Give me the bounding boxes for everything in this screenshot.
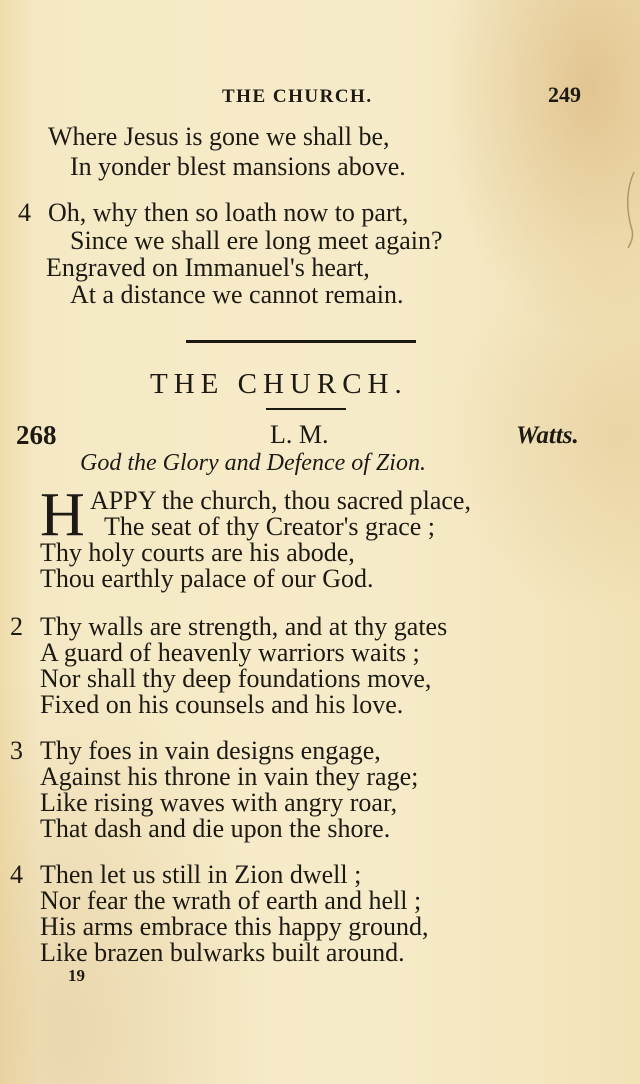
page-number: 249 — [548, 82, 581, 107]
section-divider — [186, 340, 416, 343]
running-title: THE CHURCH. — [222, 86, 373, 107]
verse-line: Engraved on Immanuel's heart, — [46, 253, 370, 282]
verse-line: Against his throne in vain they rage; — [40, 762, 419, 791]
verse-line: APPY the church, thou sacred place, — [90, 486, 471, 515]
verse-line: Like brazen bulwarks built around. — [40, 938, 405, 967]
heading-underline — [266, 408, 346, 410]
verse-line: At a distance we cannot remain. — [70, 280, 404, 309]
verse-line: Where Jesus is gone we shall be, — [48, 122, 390, 151]
hymn-number: 268 — [16, 420, 57, 450]
verse-number: 4 — [10, 860, 23, 889]
section-heading: THE CHURCH. — [150, 368, 408, 400]
verse-number: 2 — [10, 612, 23, 641]
hymn-title: God the Glory and Defence of Zion. — [80, 450, 426, 476]
verse-line: Nor fear the wrath of earth and hell ; — [40, 886, 422, 915]
verse-line: Thy foes in vain designs engage, — [40, 736, 381, 765]
verse-line: Thy walls are strength, and at thy gates — [40, 612, 448, 641]
verse-number: 3 — [10, 736, 23, 765]
verse-line: Nor shall thy deep foundations move, — [40, 664, 432, 693]
page-edge-mark — [620, 170, 640, 250]
verse-line: That dash and die upon the shore. — [40, 814, 391, 843]
signature-mark: 19 — [68, 966, 85, 985]
hymn-author: Watts. — [516, 422, 579, 449]
verse-line: A guard of heavenly warriors waits ; — [40, 638, 420, 667]
verse-line: Then let us still in Zion dwell ; — [40, 860, 362, 889]
hymn-meter: L. M. — [270, 420, 329, 449]
verse-line: Thou earthly palace of our God. — [40, 564, 374, 593]
verse-line: In yonder blest mansions above. — [70, 152, 406, 181]
verse-line: His arms embrace this happy ground, — [40, 912, 429, 941]
verse-line: Oh, why then so loath now to part, — [48, 198, 409, 227]
verse-line: The seat of thy Creator's grace ; — [104, 512, 435, 541]
drop-cap: H — [40, 481, 85, 549]
verse-number: 4 — [18, 198, 31, 227]
verse-line: Like rising waves with angry roar, — [40, 788, 398, 817]
verse-line: Fixed on his counsels and his love. — [40, 690, 404, 719]
verse-line: Thy holy courts are his abode, — [40, 538, 355, 567]
verse-line: Since we shall ere long meet again? — [70, 226, 443, 255]
